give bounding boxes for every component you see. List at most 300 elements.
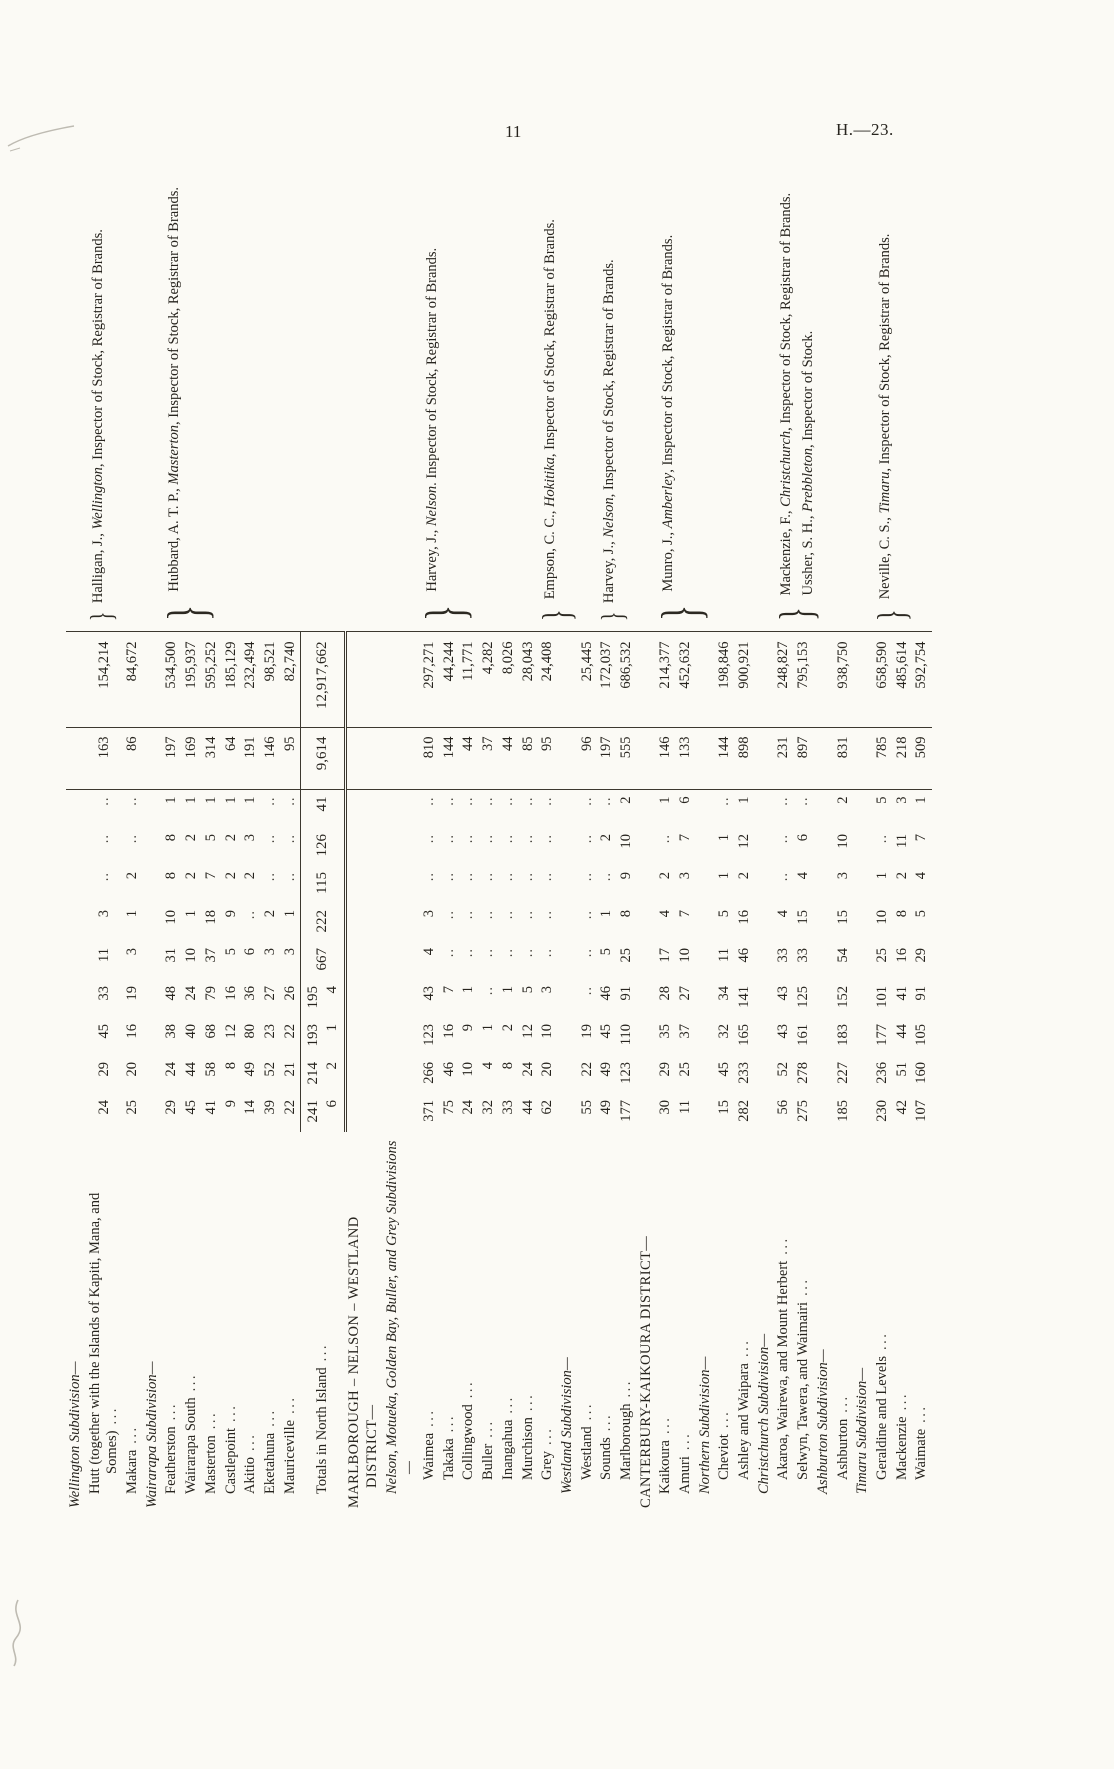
count-cell: 12	[519, 1024, 536, 1039]
row-value-cell: 592,754	[912, 632, 932, 728]
count-cell	[853, 828, 873, 866]
count-cell: 3	[834, 872, 851, 880]
count-cell	[66, 942, 86, 980]
count-cell: 19	[124, 986, 141, 1001]
row-value-cell: 534,500	[162, 632, 182, 728]
count-cell: ..	[460, 948, 477, 958]
count-cell: 123	[421, 1024, 438, 1046]
row-value-cell: 11,771	[459, 632, 479, 728]
row-label: Masterton...	[202, 1410, 219, 1494]
count-cell	[814, 942, 834, 980]
count-cell	[66, 904, 86, 942]
row-label: Totals in North Island...	[314, 1342, 331, 1494]
count-cell: 20	[539, 1062, 556, 1077]
officer-name: Mackenzie, F., Christchurch, Inspector of Stock, Registrar of Brands. Ussher, S. H., Prebbleton, Inspector of Stock.	[778, 192, 816, 596]
grouping-brace: }	[594, 612, 631, 622]
count-cell: 27	[261, 986, 278, 1001]
count-cell: 1	[736, 796, 753, 804]
row-value-cell: 12,917,662	[301, 632, 346, 728]
dot-leader: ...	[598, 1412, 615, 1432]
row-total-cell	[143, 728, 163, 790]
count-cell: ..	[421, 834, 438, 844]
page-number: 11	[505, 122, 522, 141]
row-label: Wairarapa South...	[183, 1372, 200, 1494]
officer-name: Halligan, J., Wellington, Inspector of Stock, Registrar of Brands.	[89, 229, 106, 604]
count-cell: ..	[578, 910, 595, 920]
count-cell: ..	[716, 796, 733, 806]
count-cell: 5	[913, 910, 930, 918]
row-value-cell: 485,614	[893, 632, 913, 728]
row-label: Featherston...	[163, 1401, 180, 1494]
count-cell	[853, 942, 873, 980]
grouping-brace: }	[770, 607, 824, 622]
count-cell: 4	[657, 910, 674, 918]
count-cell	[814, 1018, 834, 1056]
row-label: Timaru Subdivision—	[854, 1367, 871, 1494]
row-total-cell: 144	[440, 728, 460, 790]
count-cell: 3	[261, 948, 278, 956]
table-row	[538, 154, 558, 1514]
count-cell: 177	[873, 1024, 890, 1046]
count-cell	[755, 1056, 775, 1094]
dot-leader: ...	[519, 1392, 536, 1412]
count-cell: ..	[480, 834, 497, 844]
count-cell: ..	[775, 834, 792, 844]
row-value-cell	[558, 632, 578, 728]
row-value-cell: 248,827	[774, 632, 794, 728]
row-total-cell	[637, 728, 657, 790]
count-cell: 5	[222, 948, 239, 956]
dot-leader: ...	[460, 1379, 477, 1399]
row-label: Sounds...	[598, 1412, 615, 1480]
row-label: Nelson, Motueka, Golden Bay, Buller, and Grey Subdivisions—	[383, 1140, 418, 1494]
count-cell	[143, 828, 163, 866]
count-cell: 41	[202, 1100, 219, 1115]
count-cell: 79	[202, 986, 219, 1001]
count-cell: 6	[795, 834, 812, 842]
count-cell	[383, 1056, 420, 1094]
count-cell: 177	[617, 1100, 634, 1122]
count-cell: 16	[736, 910, 753, 925]
count-cell	[696, 1056, 716, 1094]
count-cell: 10	[834, 834, 851, 849]
count-cell	[383, 1018, 420, 1056]
count-cell: 1	[716, 872, 733, 880]
row-total-cell: 191	[241, 728, 261, 790]
row-label: Collingwood...	[460, 1379, 477, 1480]
count-cell	[814, 980, 834, 1018]
count-cell: 20	[124, 1062, 141, 1077]
count-cell: 36	[242, 986, 259, 1001]
row-label: Ashburton Subdivision—	[814, 1349, 831, 1494]
count-cell	[143, 1094, 163, 1132]
count-cell: 25	[677, 1062, 694, 1077]
count-cell: ..	[519, 796, 536, 806]
row-total-cell: 146	[261, 728, 281, 790]
count-cell: 227	[834, 1062, 851, 1084]
dot-leader: ...	[281, 1395, 298, 1414]
count-cell: 28	[657, 986, 674, 1001]
totals-row	[301, 154, 346, 1514]
row-label: Inangahua...	[499, 1395, 516, 1480]
count-cell: 40	[183, 1024, 200, 1039]
count-cell: ..	[440, 796, 457, 806]
count-cell: 2416	[301, 1094, 346, 1132]
row-value-cell	[345, 632, 382, 728]
count-cell: 1	[183, 796, 200, 804]
count-cell: 29	[163, 1100, 180, 1115]
row-total-cell: 509	[912, 728, 932, 790]
count-cell: 165	[736, 1024, 753, 1046]
count-cell: ..	[775, 796, 792, 806]
dot-leader: ...	[183, 1372, 200, 1392]
dot-leader: ...	[242, 1432, 259, 1451]
count-cell	[814, 1056, 834, 1094]
dot-leader: ...	[202, 1410, 219, 1430]
row-value-cell: 195,937	[182, 632, 202, 728]
count-cell: 44	[893, 1024, 910, 1039]
count-cell: 5	[202, 834, 219, 842]
count-cell	[345, 1056, 382, 1094]
count-cell: 19	[578, 1024, 595, 1039]
count-cell: 4	[913, 872, 930, 880]
section-heading-row	[755, 154, 775, 1514]
count-cell	[853, 790, 873, 828]
count-cell: 35	[657, 1024, 674, 1039]
officer-cell-empty	[637, 154, 657, 632]
count-cell	[696, 790, 716, 828]
row-total-cell: 555	[617, 728, 637, 790]
count-cell	[66, 866, 86, 904]
count-cell	[143, 866, 163, 904]
count-cell: 24	[183, 986, 200, 1001]
count-cell: 10	[460, 1062, 477, 1077]
count-cell	[383, 942, 420, 980]
count-cell: 16	[222, 986, 239, 1001]
count-cell: 2	[657, 872, 674, 880]
row-total-cell: 96	[578, 728, 598, 790]
row-label: Mackenzie...	[893, 1392, 910, 1480]
count-cell: ..	[499, 834, 516, 844]
count-cell	[814, 1094, 834, 1132]
count-cell: 141	[736, 986, 753, 1008]
count-cell: ..	[95, 796, 112, 806]
dot-leader: ...	[893, 1392, 910, 1411]
count-cell: 15	[834, 910, 851, 925]
count-cell	[637, 790, 657, 828]
count-cell: 8	[163, 834, 180, 842]
row-total-cell: 810	[420, 728, 440, 790]
count-cell: 1	[202, 796, 219, 804]
count-cell: 3	[677, 872, 694, 880]
count-cell	[637, 828, 657, 866]
count-cell	[345, 866, 382, 904]
count-cell	[696, 942, 716, 980]
count-cell: 1	[480, 1024, 497, 1032]
grouping-brace: }	[157, 605, 220, 622]
count-cell: 43	[775, 986, 792, 1001]
count-cell: 1931	[301, 1018, 346, 1056]
officer-name: Neville, C. S., Timaru, Inspector of Stock, Registrar of Brands.	[876, 233, 893, 600]
row-total-cell: 133	[676, 728, 696, 790]
count-cell: ..	[480, 872, 497, 882]
row-total-cell: 231	[774, 728, 794, 790]
officer-name: Harvey, J., Nelson. Inspector of Stock, Registrar of Brands.	[424, 247, 441, 592]
count-cell: ..	[499, 948, 516, 958]
count-cell: 371	[421, 1100, 438, 1122]
count-cell: ..	[421, 796, 438, 806]
row-label: Waimea...	[421, 1408, 438, 1480]
grouping-brace: }	[82, 612, 119, 622]
table-row	[420, 154, 440, 1514]
count-cell: 107	[913, 1100, 930, 1122]
count-cell: 34	[716, 986, 733, 1001]
count-cell: 16	[124, 1024, 141, 1039]
count-cell: 1	[913, 796, 930, 804]
row-value-cell	[755, 632, 775, 728]
grouping-brace: }	[534, 609, 580, 622]
officer-cell-empty	[383, 154, 420, 632]
count-cell: 10	[183, 948, 200, 963]
officer-cell-empty	[755, 154, 775, 632]
count-cell: ..	[281, 872, 298, 882]
count-cell: 29	[657, 1062, 674, 1077]
count-cell	[755, 1018, 775, 1056]
count-cell	[814, 904, 834, 942]
count-cell: 2	[893, 872, 910, 880]
table-row	[774, 154, 794, 1514]
count-cell: 5	[519, 986, 536, 994]
count-cell	[637, 1018, 657, 1056]
dot-leader: ...	[657, 1415, 674, 1435]
count-cell: 2	[736, 872, 753, 880]
row-value-cell: 8,026	[499, 632, 519, 728]
count-cell: 2	[617, 796, 634, 804]
count-cell: 46	[736, 948, 753, 963]
row-total-cell: 86	[123, 728, 143, 790]
row-value-cell	[66, 632, 86, 728]
count-cell: 9	[460, 1024, 477, 1032]
row-total-cell: 37	[479, 728, 499, 790]
count-cell: 161	[795, 1024, 812, 1046]
table-row	[597, 154, 617, 1514]
row-value-cell: 900,921	[735, 632, 755, 728]
count-cell: 46	[440, 1062, 457, 1077]
row-label: Northern Subdivision—	[696, 1356, 713, 1494]
count-cell: 1	[242, 796, 259, 804]
count-cell	[558, 790, 578, 828]
count-cell: 2	[183, 834, 200, 842]
row-value-cell: 24,408	[538, 632, 558, 728]
count-cell: 45	[183, 1100, 200, 1115]
count-cell: ..	[480, 986, 497, 996]
count-cell: 45	[598, 1024, 615, 1039]
row-label: Wairarapa Subdivision—	[143, 1361, 160, 1508]
dot-leader: ...	[617, 1379, 634, 1398]
count-cell	[383, 904, 420, 942]
count-cell: 1	[281, 910, 298, 918]
count-cell: 39	[261, 1100, 278, 1115]
count-cell: 6	[242, 948, 259, 956]
count-cell: 1	[222, 796, 239, 804]
count-cell: 24	[519, 1062, 536, 1077]
count-cell: 25	[124, 1100, 141, 1115]
count-cell: ..	[261, 796, 278, 806]
count-cell: 33	[795, 948, 812, 963]
dot-leader: ...	[163, 1401, 180, 1421]
count-cell: 75	[440, 1100, 457, 1115]
count-cell	[853, 904, 873, 942]
count-cell: 45	[716, 1062, 733, 1077]
count-cell: 44	[183, 1062, 200, 1077]
grouping-brace: }	[415, 605, 478, 622]
count-cell	[345, 790, 382, 828]
count-cell: 9	[222, 1100, 239, 1108]
row-total-cell: 169	[182, 728, 202, 790]
count-cell	[558, 1018, 578, 1056]
count-cell: 22	[281, 1024, 298, 1039]
count-cell: 5	[873, 796, 890, 804]
count-cell	[558, 980, 578, 1018]
row-total-cell	[696, 728, 716, 790]
row-label: Akitio...	[242, 1432, 259, 1494]
count-cell	[755, 828, 775, 866]
count-cell: 1	[873, 872, 890, 880]
count-cell: 55	[578, 1100, 595, 1115]
count-cell	[696, 980, 716, 1018]
count-cell: 91	[617, 986, 634, 1001]
section-heading-row	[637, 154, 657, 1514]
count-cell	[853, 1094, 873, 1132]
count-cell: 185	[834, 1100, 851, 1122]
row-value-cell: 658,590	[873, 632, 893, 728]
row-label: Takaka...	[440, 1413, 457, 1480]
count-cell: 2	[183, 872, 200, 880]
count-cell: 16	[893, 948, 910, 963]
count-cell	[696, 866, 716, 904]
count-cell: 32	[480, 1100, 497, 1115]
row-label: Mauriceville...	[281, 1395, 298, 1494]
count-cell	[814, 866, 834, 904]
count-cell	[696, 828, 716, 866]
count-cell: 16	[440, 1024, 457, 1039]
count-cell: 152	[834, 986, 851, 1008]
count-cell	[558, 904, 578, 942]
count-cell: 33	[499, 1100, 516, 1115]
count-cell: 1	[124, 910, 141, 918]
count-cell: 41	[301, 790, 346, 828]
count-cell: 2142	[301, 1056, 346, 1094]
row-value-cell: 214,377	[656, 632, 676, 728]
count-cell: ..	[775, 872, 792, 882]
row-total-cell	[814, 728, 834, 790]
row-label: Westland...	[578, 1402, 595, 1480]
dot-leader: ...	[261, 1408, 278, 1427]
count-cell: 1	[163, 796, 180, 804]
row-value-cell: 25,445	[578, 632, 598, 728]
count-cell: 15	[716, 1100, 733, 1115]
count-cell: 91	[913, 986, 930, 1001]
count-cell: 37	[202, 948, 219, 963]
count-cell: 1	[460, 986, 477, 994]
table-row	[873, 154, 893, 1514]
row-total-cell: 197	[597, 728, 617, 790]
row-value-cell: 938,750	[834, 632, 854, 728]
count-cell: 68	[202, 1024, 219, 1039]
row-value-cell	[814, 632, 834, 728]
dot-leader: ...	[677, 1431, 694, 1451]
count-cell	[383, 866, 420, 904]
count-cell: ..	[261, 872, 278, 882]
count-cell: 11	[893, 834, 910, 848]
dot-leader: ...	[104, 1406, 121, 1425]
scan-artifact	[4, 1598, 34, 1668]
row-value-cell: 297,271	[420, 632, 440, 728]
count-cell: ..	[598, 872, 615, 882]
row-total-cell: 218	[893, 728, 913, 790]
count-cell: 24	[460, 1100, 477, 1115]
count-cell: ..	[261, 834, 278, 844]
count-cell: 49	[598, 1062, 615, 1077]
row-label: Buller...	[480, 1419, 497, 1480]
row-total-cell: 785	[873, 728, 893, 790]
row-value-cell: 4,282	[479, 632, 499, 728]
officer-name: Hubbard, A. T. P., Masterton, Inspector of Stock, Registrar of Brands.	[166, 186, 183, 592]
returns-table-body	[66, 154, 932, 1514]
row-total-cell	[853, 728, 873, 790]
count-cell: ..	[242, 910, 259, 920]
count-cell	[558, 866, 578, 904]
dot-leader: ...	[578, 1402, 595, 1421]
count-cell: 2	[598, 834, 615, 842]
count-cell: 37	[677, 1024, 694, 1039]
count-cell: ..	[440, 948, 457, 958]
count-cell: ..	[440, 834, 457, 844]
grouping-brace: }	[651, 605, 714, 622]
count-cell: 4	[480, 1062, 497, 1070]
row-total-cell	[755, 728, 775, 790]
row-total-cell: 897	[794, 728, 814, 790]
count-cell	[345, 1018, 382, 1056]
count-cell: 32	[716, 1024, 733, 1039]
officer-cell	[868, 154, 932, 632]
count-cell	[345, 904, 382, 942]
count-cell: 2	[261, 910, 278, 918]
count-cell	[853, 1056, 873, 1094]
count-cell: 10	[617, 834, 634, 849]
count-cell: 3	[281, 948, 298, 956]
count-cell	[755, 1094, 775, 1132]
count-cell: ..	[519, 834, 536, 844]
count-cell: 29	[913, 948, 930, 963]
count-cell: 24	[95, 1100, 112, 1115]
count-cell	[383, 980, 420, 1018]
rotated-table-container	[66, 154, 932, 1514]
row-label: Akaroa, Wairewa, and Mount Herbert...	[775, 1236, 792, 1480]
count-cell: 4	[421, 948, 438, 956]
count-cell: 51	[893, 1062, 910, 1077]
row-value-cell: 98,521	[261, 632, 281, 728]
officer-cell-empty	[143, 154, 163, 632]
count-cell: 3	[124, 948, 141, 956]
count-cell: 7	[677, 834, 694, 842]
row-value-cell	[853, 632, 873, 728]
count-cell: ..	[124, 834, 141, 844]
count-cell: ..	[499, 872, 516, 882]
row-value-cell: 28,043	[519, 632, 539, 728]
row-total-cell	[345, 728, 382, 790]
row-label: Selwyn, Tawera, and Waimairi...	[795, 1277, 812, 1480]
